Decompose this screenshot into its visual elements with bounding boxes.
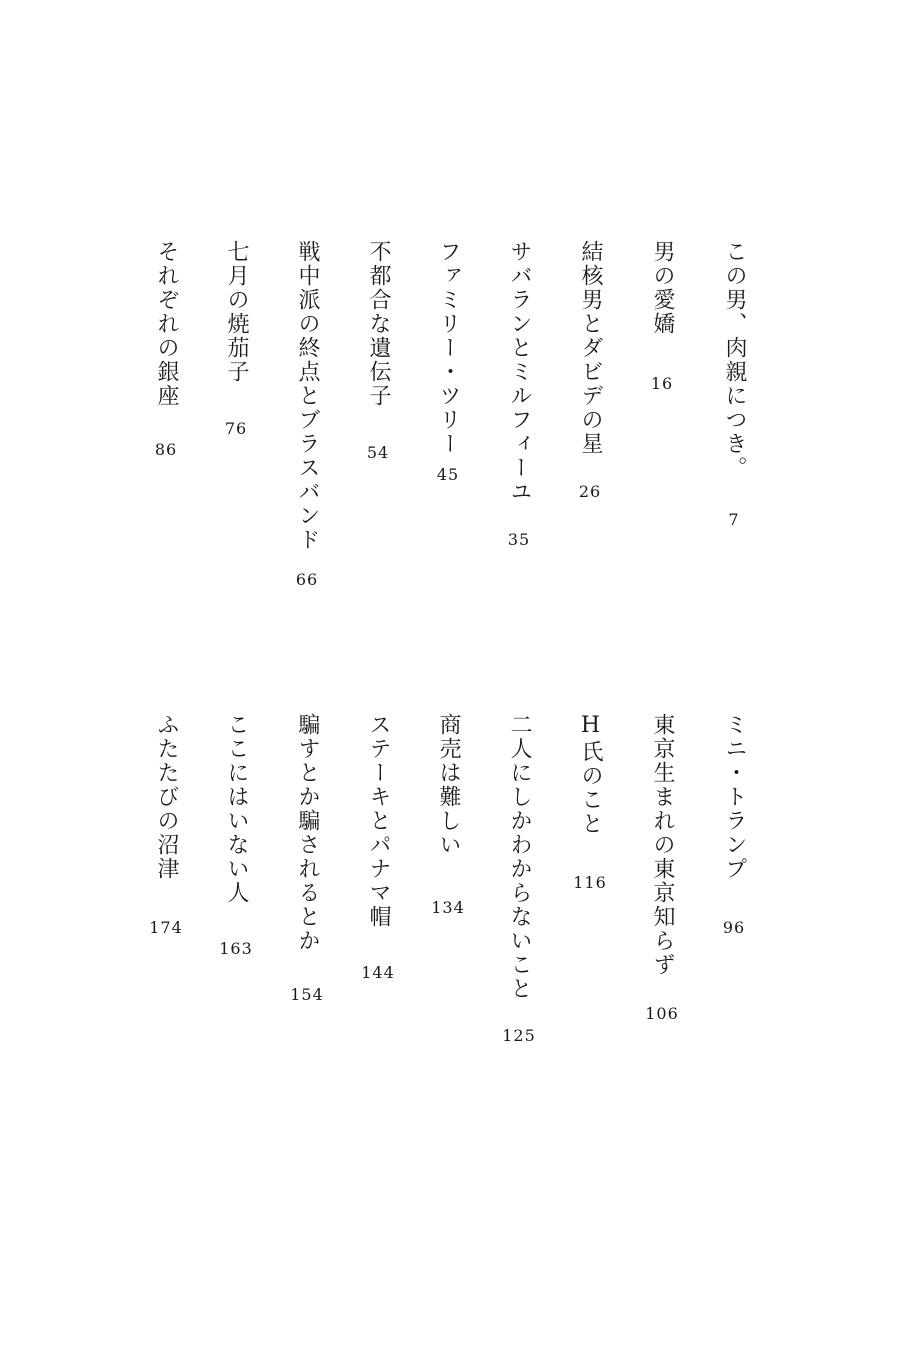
toc-page-number: 76: [224, 419, 248, 438]
toc-page-number: 163: [219, 939, 253, 958]
toc-page-number: 144: [361, 963, 395, 982]
toc-title: 男の愛嬌: [650, 240, 675, 336]
toc-page-number: 96: [722, 918, 746, 937]
toc-page-number: 16: [650, 374, 674, 393]
toc-page-number: 7: [728, 510, 740, 529]
toc-title: 二人にしかわからないこと: [507, 713, 532, 1001]
toc-title: ミニ・トランプ: [722, 713, 747, 881]
toc-page-number: 45: [436, 465, 460, 484]
toc-page-number: 154: [290, 985, 324, 1004]
toc-title: それぞれの銀座: [154, 240, 179, 408]
toc-title: この男、肉親につき。: [722, 240, 747, 480]
toc-page-number: 54: [366, 443, 390, 462]
toc-title: 騙すとか騙されるとか: [295, 713, 320, 953]
toc-title: 結核男とダビデの星: [578, 240, 603, 456]
toc-page-number: 35: [507, 530, 531, 549]
toc-page-number: 134: [431, 898, 465, 917]
toc-title: 東京生まれの東京知らず: [650, 713, 675, 977]
toc-title: サバランとミルフィーユ: [507, 240, 532, 504]
toc-page-number: 26: [578, 482, 602, 501]
toc-title: 商売は難しい: [436, 713, 461, 857]
toc-page-number: 106: [645, 1004, 679, 1023]
toc-page-number: 116: [573, 873, 607, 892]
toc-title: ファミリー・ツリー: [436, 240, 461, 456]
toc-title: ステーキとパナマ帽: [366, 713, 391, 929]
toc-page-number: 86: [154, 440, 178, 459]
toc-title: H氏のこと: [578, 713, 603, 836]
toc-page-number: 66: [295, 570, 319, 589]
toc-page-number: 174: [149, 918, 183, 937]
toc-page-number: 125: [502, 1026, 536, 1045]
toc-title: 戦中派の終点とブラスバンド: [295, 240, 320, 552]
toc-title: 不都合な遺伝子: [366, 240, 391, 408]
toc-title: 七月の焼茄子: [224, 240, 249, 384]
toc-title: ふたたびの沼津: [154, 713, 179, 881]
toc-title: ここにはいない人: [224, 713, 249, 905]
